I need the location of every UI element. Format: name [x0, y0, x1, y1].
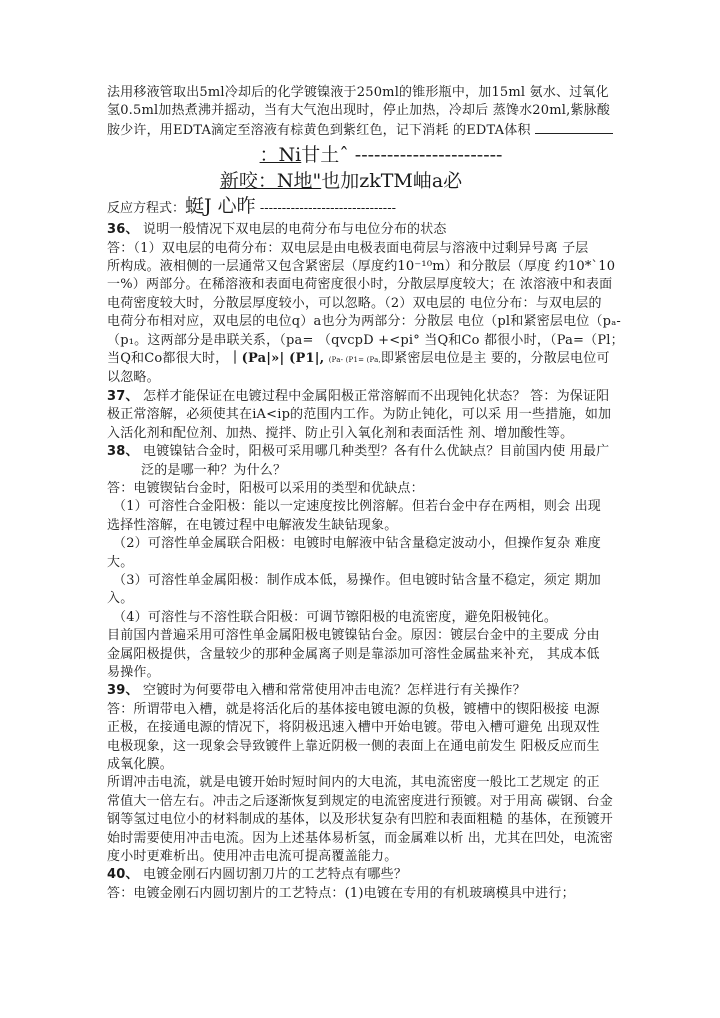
answer-line: 金属阳极提供，含量较少的那种金属离子则是靠添加可溶性金属盐来补充， 其成本低: [107, 646, 600, 662]
question-text: 空镀时为何要带电入槽和常常使用冲击电流？怎样进行有关操作？: [138, 683, 526, 699]
answer-line: 答：电镀金刚石内圆切割片的工艺特点：(1)电镀在专用的有机玻璃模具中进行；: [107, 885, 575, 901]
intro-paragraph: [107, 84, 615, 140]
formula-underlined: ：Ni: [259, 144, 302, 167]
answer-line: 电荷分布相对应，双电层的电位q）a也分为两部分：分散层 电位（pl和紧密层电位（pₐ-: [107, 314, 622, 330]
question-heading: [107, 388, 615, 406]
answer-line: 答：（1）双电层的电荷分布：双电层是由电极表面电荷层与溶液中过剩异号离 子层: [107, 240, 589, 256]
text-line: [107, 121, 615, 140]
question-37: [107, 388, 615, 443]
question-heading: [107, 221, 615, 239]
question-continuation: 泛的是哪一种？为什么？: [141, 462, 287, 478]
question-text: 怎样才能保证在电镀过程中金属阳极正常溶解而不出现钝化状态？ 答：为保证阳: [138, 388, 610, 404]
answer-line: [107, 350, 615, 369]
answer-line: 答：电镀锲钻台金时，阳极可以采用的类型和优缺点：: [107, 480, 424, 496]
answer-line: （4）可溶性与不溶性联合阳极：可调节镲阳极的电流密度，避免阳极钝化。: [113, 609, 558, 625]
reaction-label: 反应方程式：: [107, 201, 186, 217]
question-text: 说明一般情况下双电层的电荷分布与电位分布的状态: [138, 222, 447, 238]
answer-line: 始时需要使用冲击电流。因为上述基体易析氢，而金属难以析 出，尤其在凹处，电流密: [107, 830, 613, 846]
text-span: 当Q和Co都很大时，: [107, 351, 229, 367]
formula-bold: ｜(Pa|»| (P1|,: [228, 351, 325, 367]
question-heading: [107, 443, 615, 461]
question-heading: [107, 866, 615, 884]
answer-line: 电荷密度较大时，分散层厚度较小，可以忽略。（2）双电层的 电位分布：与双电层的: [107, 295, 602, 311]
text-span: 胺少许，用EDTA滴定至溶液有棕黄色到紫红色，记下消耗 的EDTA体积: [107, 122, 531, 138]
question-text: 电镀镍钴合金时，阳极可采用哪几种类型？各有什么优缺点？目前国内使 用最广: [138, 444, 610, 460]
formula-text: 甘土ˆ -----------------------: [301, 144, 503, 167]
answer-line: 正极，在接通电源的情况下，将阴极迅速入槽中开始电镀。带电入槽可避免 出现双性: [107, 720, 600, 736]
question-number: 40、: [107, 867, 139, 883]
answer-line: 以忽略。: [107, 370, 160, 386]
question-40: [107, 866, 615, 903]
formula-underlined: 新咬：N地": [219, 170, 322, 193]
answer-line: （2）可溶性单金属联合阳极：电镀时电解液中钻含量稳定波动小，但操作复杂 难度: [113, 536, 602, 552]
answer-line: 答：所谓带电入槽，就是将活化后的基体接电镀电源的负极，镀槽中的锲阳极接 电源: [107, 701, 600, 717]
answer-line: （1）可溶性合金阳极：能以一定速度按比例溶解。但若台金中存在两相，则会 出现: [113, 499, 602, 515]
question-number: 38、: [107, 444, 139, 460]
formula-line-2: [107, 168, 615, 194]
formula-line-1: [107, 142, 615, 168]
answer-line: 大。: [107, 554, 134, 570]
reaction-formula: 蜓J 心昨: [185, 195, 256, 218]
answer-line: （p₁。这两部分是串联关系，（pa= （qvcpD +<pi° 当Q和Co 都很小时，（Pa=（Pl；: [107, 332, 624, 348]
answer-line: 度小时更难析出。使用冲击电流可提高覆盖能力。: [107, 849, 398, 865]
answer-line: 一%）两部分。在稀溶液和表面电荷密度很小时，分散层厚度较大；在 浓溶液中和表面: [107, 277, 613, 293]
answer-line: 成氧化膜。: [107, 757, 174, 772]
answer-line: 入活化剂和配位剂、加热、搅拌、防止引入氧化剂和表面活性 剂、增加酸性等。: [107, 425, 574, 441]
text-span: 即紧密层电位是主 要的，分散层电位可: [380, 351, 610, 367]
answer-line: 所谓冲击电流，就是电镀开始时短时间内的大电流，其电流密度一般比工艺规定 的正: [107, 775, 600, 791]
formula-text: 也加zkTM岫a必: [321, 170, 463, 193]
text-line: 法用移液管取出5ml冷却后的化学镀镍液于250ml的锥形瓶中，加15ml 氨水、过氧化: [107, 85, 609, 100]
question-38: [107, 443, 615, 682]
question-number: 39、: [107, 683, 139, 699]
answer-line: 所构成。液相侧的一层通常又包含紧密层（厚度约10⁻¹⁰m）和分散层（厚度 约10*`10: [107, 259, 616, 275]
answer-line: 常值大一倍左右。冲击之后逐渐恢复到规定的电流密度进行预镀。对于用高 碳钢、台金: [107, 793, 613, 809]
formula-small: (Pa- (P1= (Pa,: [328, 356, 381, 365]
question-heading: [107, 682, 615, 700]
question-39: [107, 682, 615, 866]
answer-line: 目前国内普遍采用可溶性单金属阳极电镀镍钻台金。原因：镀层台金中的主要成 分由: [107, 628, 600, 644]
reaction-dashes: -------------------------------: [255, 201, 396, 217]
document-page: [107, 84, 624, 903]
question-number: 36、: [107, 222, 139, 238]
answer-line: 易操作。: [107, 664, 160, 680]
answer-line: 钢等氢过电位小的材料制成的基体，以及形状复杂有凹腔和表面粗糙 的基体，在预镀开: [107, 812, 613, 828]
answer-line: 选择性溶解，在电镀过程中电解液发生缺钻现象。: [107, 517, 398, 533]
answer-line: （3）可溶性单金属阳极：制作成本低，易操作。但电镀时钻含量不稳定，须定 期加: [113, 572, 602, 588]
answer-line: 电极现象，这一现象会导致镀件上靠近阴极一侧的表面上在通电前发生 阳极反应而生: [107, 738, 600, 754]
question-number: 37、: [107, 388, 139, 404]
answer-line: 入。: [107, 591, 134, 607]
formula-block: [107, 142, 615, 221]
question-36: [107, 221, 624, 388]
reaction-equation-line: [107, 194, 615, 221]
question-text: 电镀金刚石内圆切割刀片的工艺特点有哪些？: [138, 867, 408, 883]
text-line: 氢0.5ml加热煮沸并摇动，当有大气泡出现时，停止加热，冷却后 蒸馋水20ml,紫脉酸: [107, 103, 611, 119]
answer-line: 极正常溶解，必须使其在iA<ip的范围内工作。为防止钝化，可以采 用一些措施，如加: [107, 407, 612, 423]
fill-blank: [535, 121, 613, 134]
